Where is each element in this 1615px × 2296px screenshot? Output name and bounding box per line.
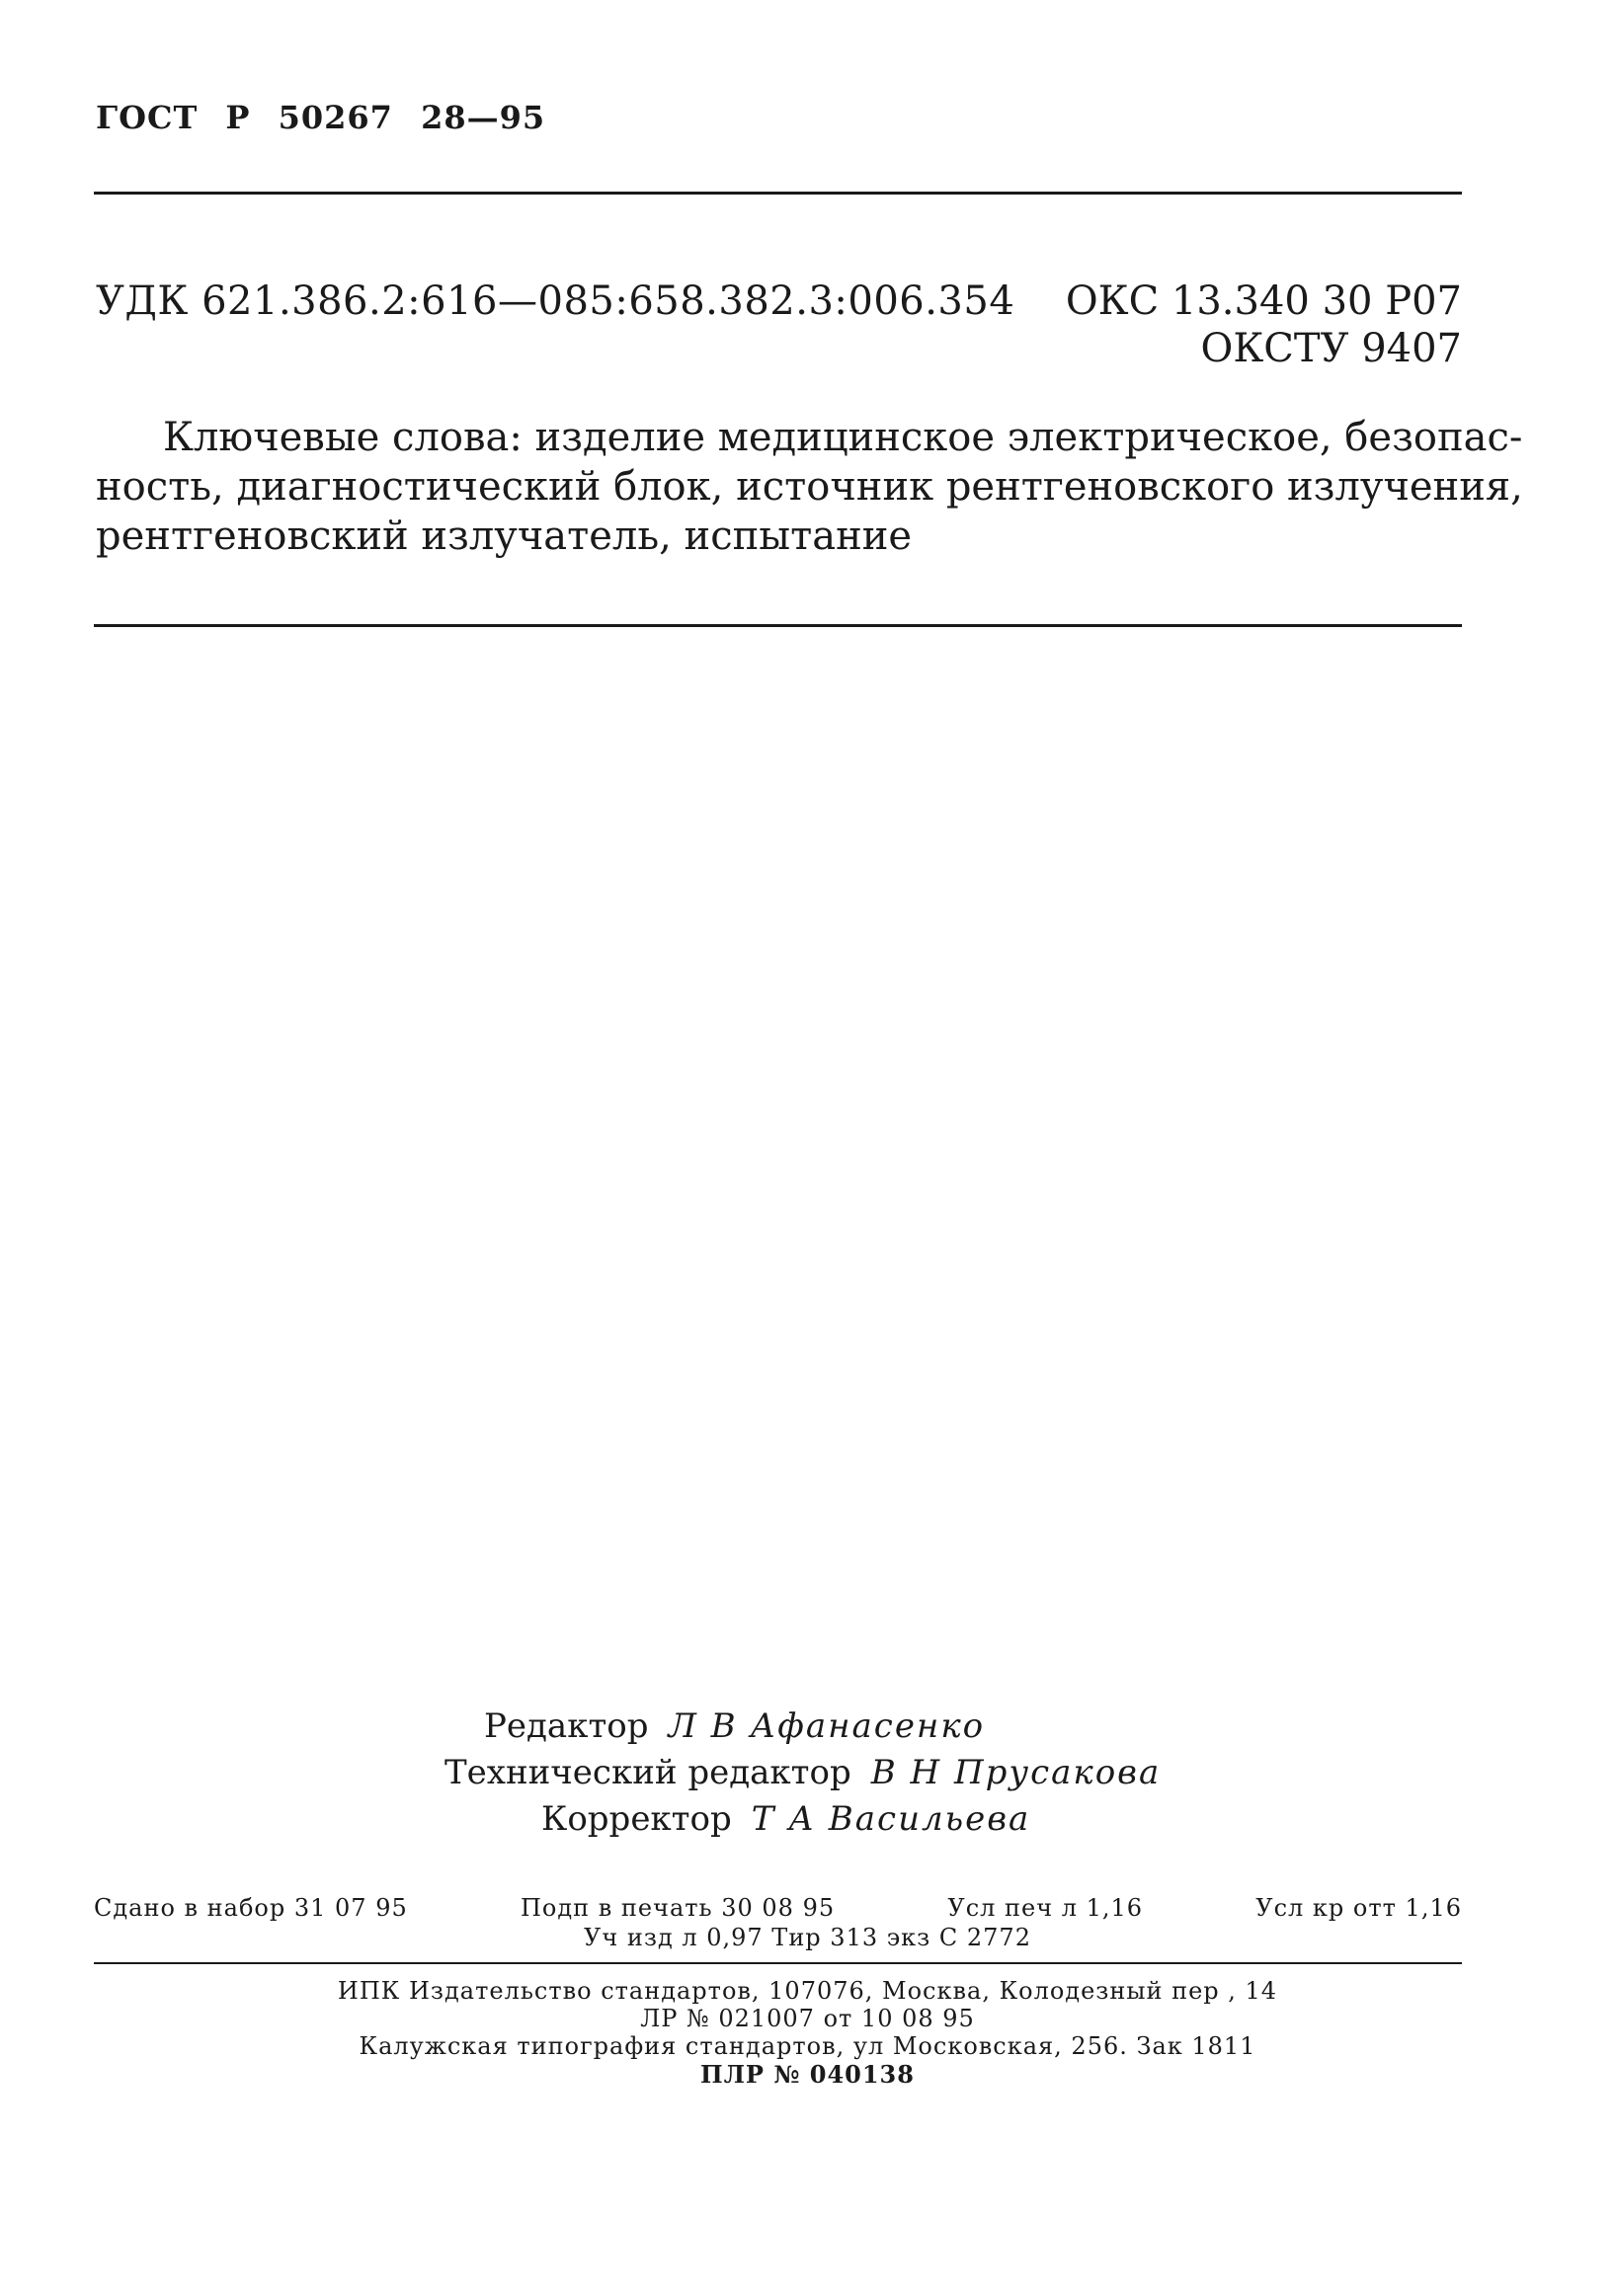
- print-info-row: [94, 1894, 1462, 1922]
- keywords-divider: [94, 624, 1462, 627]
- editor-name: Л В Афанасенко: [668, 1706, 986, 1746]
- print-sheets: Усл печ л 1,16: [947, 1894, 1144, 1922]
- submitted-date: Сдано в набор 31 07 95: [94, 1894, 408, 1922]
- keywords-line-3: рентгеновский излучатель, испытание: [96, 514, 913, 559]
- publisher-line-3: Калужская типография стандартов, ул Московская, 256. Зак 1811: [359, 2032, 1256, 2060]
- okstu-code: ОКСТУ 9407: [1200, 326, 1462, 371]
- corrector-name: Т А Васильева: [751, 1799, 1031, 1839]
- keywords-line-1: Ключевые слова: изделие медицинское электрическое, безопас-: [163, 415, 1523, 460]
- signed-date: Подп в печать 30 08 95: [520, 1894, 836, 1922]
- top-divider: [94, 192, 1462, 195]
- udk-code: УДК 621.386.2:616—085:658.382.3:006.354: [96, 278, 1015, 324]
- document-code-header: ГОСТ Р 50267 28—95: [96, 99, 546, 136]
- tech-editor-name: В Н Прусакова: [870, 1753, 1162, 1792]
- corrector-credit: [541, 1799, 1030, 1839]
- editor-credit: [484, 1706, 985, 1746]
- imprint-divider: [94, 1962, 1462, 1964]
- publisher-line-4: ПЛР № 040138: [700, 2060, 915, 2089]
- editor-role: Редактор: [484, 1706, 649, 1746]
- publisher-line-1: ИПК Издательство стандартов, 107076, Москва, Колодезный пер , 14: [337, 1977, 1278, 2005]
- color-prints: Усл кр отт 1,16: [1255, 1894, 1462, 1922]
- corrector-role: Корректор: [541, 1799, 732, 1839]
- oks-code: ОКС 13.340 30 Р07: [1065, 278, 1462, 324]
- keywords-line-2: ность, диагностический блок, источник рентгеновского излучения,: [96, 464, 1523, 510]
- print-info-line-2: Уч изд л 0,97 Тир 313 экз С 2772: [584, 1924, 1031, 1951]
- publisher-line-2: ЛР № 021007 от 10 08 95: [640, 2005, 975, 2032]
- keywords-paragraph: [96, 413, 1523, 561]
- tech-editor-credit: [444, 1753, 1161, 1792]
- tech-editor-role: Технический редактор: [444, 1753, 851, 1792]
